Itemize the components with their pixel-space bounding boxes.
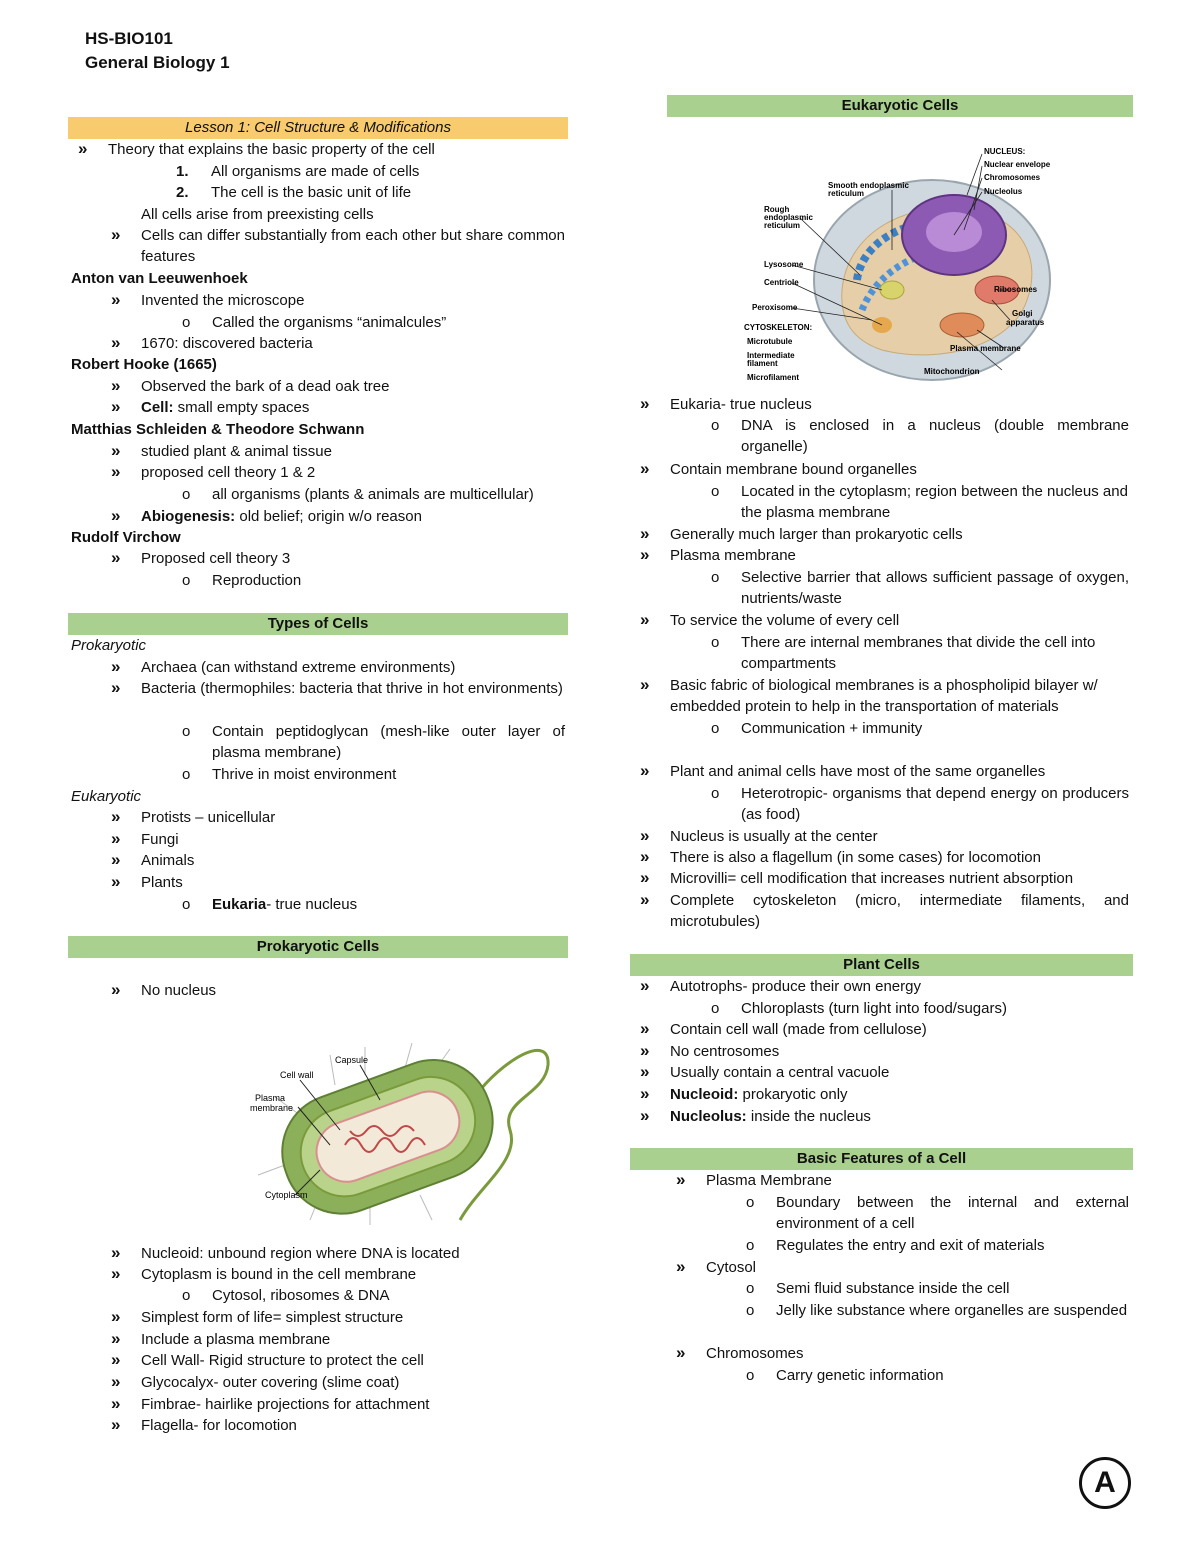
list-item: » proposed cell theory 1 & 2 bbox=[111, 462, 316, 481]
cell-wall-label: Cell wall bbox=[280, 1070, 314, 1080]
rough-er-label-3: reticulum bbox=[764, 221, 801, 230]
list-item: » Contain cell wall (made from cellulose) bbox=[640, 1019, 927, 1038]
list-item: » Plasma membrane bbox=[640, 545, 796, 564]
list-item: o Heterotropic- organisms that depend energy on producers (as food) bbox=[711, 785, 1129, 823]
list-item: » Observed the bark of a dead oak tree bbox=[111, 376, 390, 395]
list-item: » Fungi bbox=[111, 829, 179, 848]
list-item: » Invented the microscope bbox=[111, 290, 305, 309]
intermediate-label-2: filament bbox=[747, 359, 778, 368]
animal-cell-illustration bbox=[742, 140, 1052, 388]
list-item: o Located in the cytoplasm; region between the nucleus and the plasma membrane bbox=[711, 483, 1128, 521]
list-item: o Jelly like substance where organelles are suspended bbox=[746, 1302, 1128, 1319]
list-item: o all organisms (plants & animals are multicellular) bbox=[182, 486, 534, 503]
list-item: » Nucleoid: unbound region where DNA is located bbox=[111, 1243, 460, 1262]
list-item: » Protists – unicellular bbox=[111, 807, 276, 826]
list-item: » Glycocalyx- outer covering (slime coat) bbox=[111, 1372, 400, 1391]
lesson-title: Lesson 1: Cell Structure & Modifications bbox=[68, 117, 568, 139]
nucleus-label: NUCLEUS: bbox=[984, 147, 1026, 156]
scientist-name: Anton van Leeuwenhoek bbox=[71, 270, 248, 287]
list-item: » Cells can differ substantially from each other but share common features bbox=[111, 225, 565, 265]
intermediate-label-1: Intermediate bbox=[747, 351, 795, 360]
list-item: o There are internal membranes that divide the cell into compartments bbox=[711, 634, 1096, 672]
list-item: » To service the volume of every cell bbox=[640, 610, 900, 629]
list-item: » No centrosomes bbox=[640, 1041, 780, 1060]
course-title: General Biology 1 bbox=[85, 53, 230, 72]
list-item: » Basic fabric of biological membranes is a phospholipid bilayer w/ embedded protein to help in the transportation of materials bbox=[640, 675, 1098, 715]
course-code: HS-BIO101 bbox=[85, 29, 173, 48]
list-item: o Contain peptidoglycan (mesh-like outer layer of plasma membrane) bbox=[182, 723, 565, 761]
course-header bbox=[85, 27, 230, 75]
list-item: » Cell: small empty spaces bbox=[111, 397, 310, 416]
list-item: » Plasma Membrane bbox=[676, 1170, 832, 1189]
rough-er-label-2: endoplasmic bbox=[764, 213, 813, 222]
list-item: o Semi fluid substance inside the cell bbox=[746, 1280, 1010, 1297]
list-item: o Communication + immunity bbox=[711, 720, 923, 737]
list-item: o Thrive in moist environment bbox=[182, 766, 397, 783]
list-item: o Chloroplasts (turn light into food/sugars) bbox=[711, 1000, 1007, 1017]
smooth-er-label-2: reticulum bbox=[828, 189, 865, 198]
list-item: o Cytosol, ribosomes & DNA bbox=[182, 1287, 390, 1304]
subheading: Eukaryotic bbox=[71, 788, 142, 805]
list-item: » Plant and animal cells have most of the same organelles bbox=[640, 761, 1046, 780]
golgi-label-2: apparatus bbox=[1006, 318, 1045, 327]
ribosomes-label: Ribosomes bbox=[994, 285, 1038, 294]
cytoplasm-label: Cytoplasm bbox=[265, 1190, 308, 1200]
centriole-label: Centriole bbox=[764, 278, 799, 287]
list-item: » Abiogenesis: old belief; origin w/o reason bbox=[111, 506, 422, 525]
list-item: » Eukaria- true nucleus bbox=[640, 394, 812, 413]
scientist-name: Robert Hooke (1665) bbox=[71, 356, 217, 373]
membrane-label: membrane bbox=[250, 1103, 294, 1113]
scientist-name: Matthias Schleiden & Theodore Schwann bbox=[71, 421, 365, 438]
cytoskeleton-label: CYTOSKELETON: bbox=[744, 323, 813, 332]
nuclear-envelope-label: Nuclear envelope bbox=[984, 160, 1051, 169]
list-item: » Complete cytoskeleton (micro, intermediate filaments, and microtubules) bbox=[640, 890, 1129, 930]
list-item: o Selective barrier that allows sufficient passage of oxygen, nutrients/waste bbox=[711, 569, 1129, 607]
list-item: o Carry genetic information bbox=[746, 1367, 944, 1384]
list-item: » Usually contain a central vacuole bbox=[640, 1062, 890, 1081]
section-heading-plant: Plant Cells bbox=[630, 954, 1133, 976]
list-item: » Contain membrane bound organelles bbox=[640, 459, 917, 478]
list-item: » Theory that explains the basic property of the cell bbox=[78, 139, 435, 158]
smooth-er-label-1: Smooth endoplasmic bbox=[828, 181, 909, 190]
list-item: » Nucleus is usually at the center bbox=[640, 826, 878, 845]
list-item: » Cell Wall- Rigid structure to protect the cell bbox=[111, 1350, 424, 1369]
list-item: » Flagella- for locomotion bbox=[111, 1415, 297, 1434]
list-item: » Fimbrae- hairlike projections for attachment bbox=[111, 1394, 430, 1413]
list-item: » Simplest form of life= simplest structure bbox=[111, 1307, 404, 1326]
logo: A bbox=[1079, 1457, 1131, 1509]
section-heading-eukaryotic: Eukaryotic Cells bbox=[667, 95, 1133, 117]
list-item: » Include a plasma membrane bbox=[111, 1329, 331, 1348]
list-item: » Bacteria (thermophiles: bacteria that thrive in hot environments) bbox=[111, 678, 563, 697]
bacterium-illustration bbox=[180, 1035, 560, 1230]
list-item: » Autotrophs- produce their own energy bbox=[640, 976, 921, 995]
list-item: o Boundary between the internal and external environment of a cell bbox=[746, 1194, 1129, 1232]
list-item: o Regulates the entry and exit of materials bbox=[746, 1237, 1045, 1254]
list-item: o Reproduction bbox=[182, 572, 302, 589]
plasma-label: Plasma bbox=[255, 1093, 286, 1103]
list-item: » Archaea (can withstand extreme environments) bbox=[111, 657, 456, 676]
rough-er-label-1: Rough bbox=[764, 205, 790, 214]
list-item: 1. All organisms are made of cells bbox=[176, 163, 420, 180]
lysosome-label: Lysosome bbox=[764, 260, 804, 269]
list-item: » Cytoplasm is bound in the cell membrane bbox=[111, 1264, 417, 1283]
list-item: o Eukaria- true nucleus bbox=[182, 896, 358, 913]
list-item: » 1670: discovered bacteria bbox=[111, 333, 313, 352]
list-item: » studied plant & animal tissue bbox=[111, 441, 332, 460]
list-item: » No nucleus bbox=[111, 980, 217, 999]
prokaryotic-cell-figure bbox=[180, 1035, 560, 1230]
list-item: » Plants bbox=[111, 872, 183, 891]
list-item: » Nucleolus: inside the nucleus bbox=[640, 1106, 871, 1125]
list-item: » Microvilli= cell modification that increases nutrient absorption bbox=[640, 868, 1074, 887]
capsule-label: Capsule bbox=[335, 1055, 369, 1065]
list-item: o Called the organisms “animalcules” bbox=[182, 314, 447, 331]
peroxisome-label: Peroxisome bbox=[752, 303, 798, 312]
list-item: o DNA is enclosed in a nucleus (double membrane organelle) bbox=[711, 417, 1129, 455]
eukaryotic-cell-figure bbox=[742, 140, 1052, 388]
microfilament-label: Microfilament bbox=[747, 373, 800, 382]
list-item: » Chromosomes bbox=[676, 1343, 804, 1362]
list-item: » Cytosol bbox=[676, 1257, 757, 1276]
plasma-membrane-label: Plasma membrane bbox=[950, 344, 1021, 353]
list-item: 2. The cell is the basic unit of life bbox=[176, 184, 412, 201]
subheading: Prokaryotic bbox=[71, 637, 147, 654]
microtubule-label: Microtubule bbox=[747, 337, 793, 346]
mitochondrion-label: Mitochondrion bbox=[924, 367, 980, 376]
section-heading-types: Types of Cells bbox=[68, 613, 568, 635]
section-heading-prokaryotic: Prokaryotic Cells bbox=[68, 936, 568, 958]
nucleolus-label: Nucleolus bbox=[984, 187, 1023, 196]
section-heading-basic: Basic Features of a Cell bbox=[630, 1148, 1133, 1170]
list-item: » Generally much larger than prokaryotic cells bbox=[640, 524, 963, 543]
list-item: » Proposed cell theory 3 bbox=[111, 548, 291, 567]
list-item: » Nucleoid: prokaryotic only bbox=[640, 1084, 848, 1103]
scientist-name: Rudolf Virchow bbox=[71, 529, 181, 546]
list-item: All cells arise from preexisting cells bbox=[141, 206, 374, 223]
chromosomes-label: Chromosomes bbox=[984, 173, 1041, 182]
list-item: » There is also a flagellum (in some cases) for locomotion bbox=[640, 847, 1041, 866]
golgi-label-1: Golgi bbox=[1012, 309, 1033, 318]
list-item: » Animals bbox=[111, 850, 195, 869]
